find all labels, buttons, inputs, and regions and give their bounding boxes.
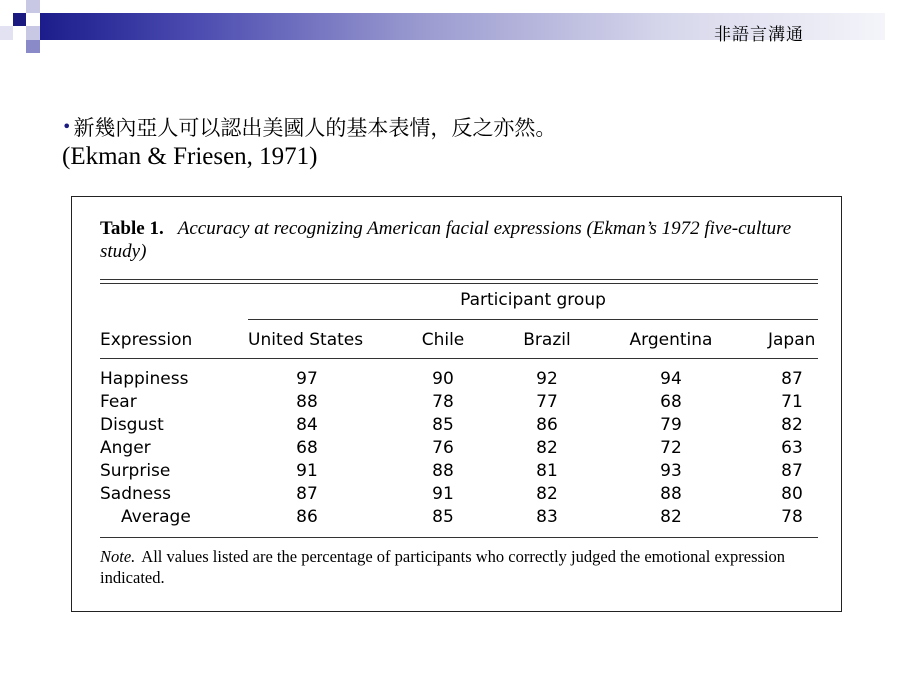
cell-us: 84 (296, 415, 318, 435)
bullet-item (62, 112, 556, 143)
cell-japan: 71 (781, 392, 803, 412)
cell-chile: 76 (432, 438, 454, 458)
cell-us: 88 (296, 392, 318, 412)
cell-japan: 87 (781, 369, 803, 389)
cell-chile: 91 (432, 484, 454, 504)
bullet-text: 新幾內亞人可以認出美國人的基本表情，反之亦然。 (73, 116, 557, 140)
cell-us: 86 (296, 507, 318, 527)
cell-brazil: 77 (536, 392, 558, 412)
column-header-us: United States (248, 330, 364, 350)
cell-brazil: 86 (536, 415, 558, 435)
row-label: Sadness (100, 484, 171, 504)
slide-topic: 非語言溝通 (714, 25, 804, 45)
bottom-rule (100, 537, 818, 538)
table-note (100, 546, 820, 588)
cell-japan: 63 (781, 438, 803, 458)
top-rule (100, 279, 818, 280)
cell-brazil: 92 (536, 369, 558, 389)
row-label: Surprise (100, 461, 171, 481)
cell-japan: 87 (781, 461, 803, 481)
row-label: Happiness (100, 369, 189, 389)
note-label: Note. (100, 547, 136, 566)
cell-chile: 90 (432, 369, 454, 389)
cell-argentina: 72 (660, 438, 682, 458)
cell-chile: 88 (432, 461, 454, 481)
cell-brazil: 82 (536, 438, 558, 458)
cell-us: 97 (296, 369, 318, 389)
group-rule (248, 319, 818, 320)
cell-argentina: 88 (660, 484, 682, 504)
cell-argentina: 79 (660, 415, 682, 435)
cell-brazil: 83 (536, 507, 558, 527)
decor-square-mid (26, 40, 40, 53)
header-rule (100, 358, 818, 359)
cell-brazil: 82 (536, 484, 558, 504)
row-label: Anger (100, 438, 151, 458)
decor-square-light (26, 0, 40, 13)
cell-us: 91 (296, 461, 318, 481)
cell-us: 68 (296, 438, 318, 458)
column-header-japan: Japan (768, 330, 816, 350)
note-text: All values listed are the percentage of participants who correctly judged the emotional expression indicated. (100, 547, 786, 587)
table-title: Accuracy at recognizing American facial expressions (Ekman’s 1972 five-culture study) (100, 218, 792, 262)
table-caption (100, 217, 800, 263)
cell-chile: 85 (432, 415, 454, 435)
decor-square-dark (13, 13, 26, 26)
cell-argentina: 93 (660, 461, 682, 481)
cell-chile: 78 (432, 392, 454, 412)
row-label: Average (121, 507, 191, 527)
cell-brazil: 81 (536, 461, 558, 481)
column-header-chile: Chile (421, 330, 465, 350)
results-table (71, 196, 842, 612)
column-header-expression: Expression (100, 330, 193, 350)
cell-argentina: 94 (660, 369, 682, 389)
decor-square-light (26, 26, 40, 40)
column-header-argentina: Argentina (629, 330, 713, 350)
cell-argentina: 68 (660, 392, 682, 412)
cell-us: 87 (296, 484, 318, 504)
cell-japan: 82 (781, 415, 803, 435)
cell-argentina: 82 (660, 507, 682, 527)
table-label: Table 1. (100, 218, 164, 239)
bullet-icon: • (62, 117, 72, 136)
citation: (Ekman & Friesen, 1971) (62, 143, 318, 170)
cell-japan: 80 (781, 484, 803, 504)
group-header: Participant group (460, 290, 606, 310)
column-header-brazil: Brazil (523, 330, 571, 350)
cell-chile: 85 (432, 507, 454, 527)
decor-square-pale (0, 26, 13, 40)
top-rule-double (100, 283, 818, 284)
row-label: Fear (100, 392, 137, 412)
cell-japan: 78 (781, 507, 803, 527)
row-label: Disgust (100, 415, 164, 435)
